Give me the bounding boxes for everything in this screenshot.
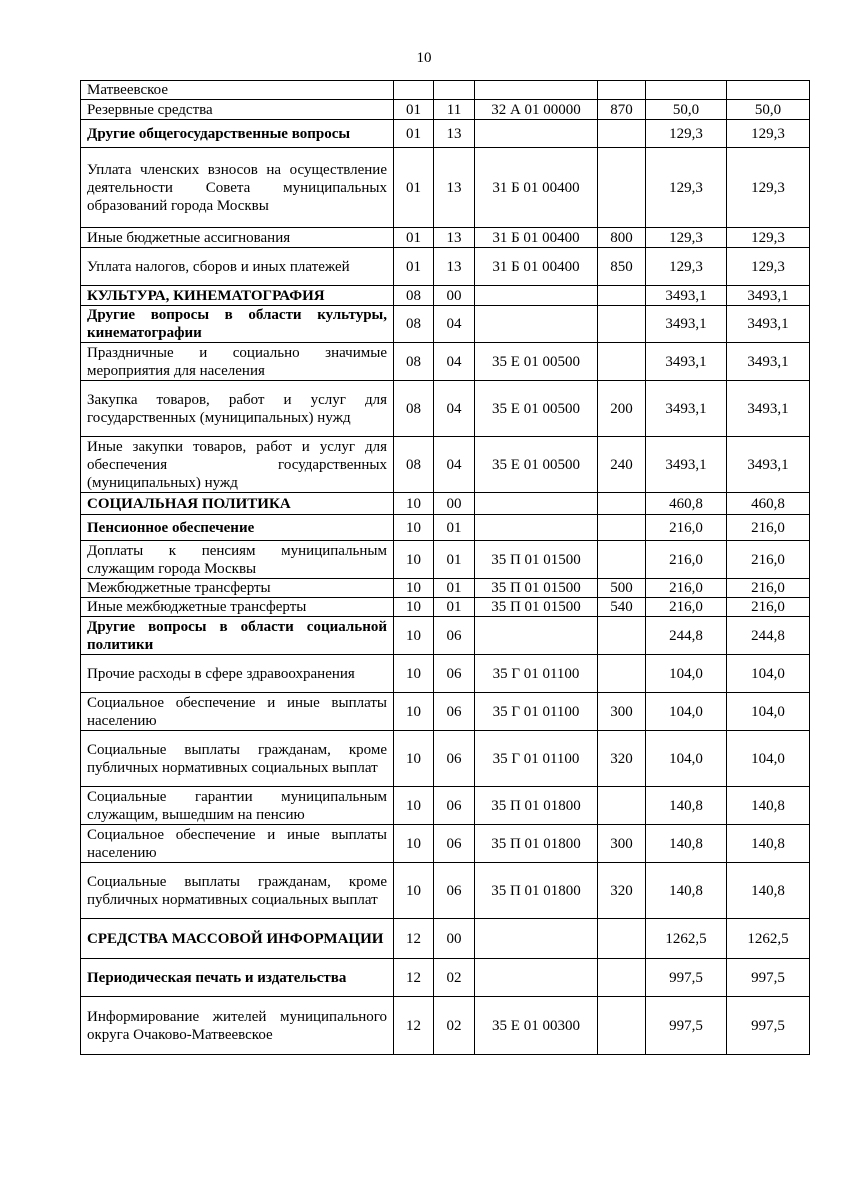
row-name: Закупка товаров, работ и услуг для государственных (муниципальных) нужд	[81, 381, 394, 437]
target-article-code	[475, 617, 598, 655]
subsection-code: 01	[434, 579, 475, 598]
table-row	[81, 919, 810, 959]
amount-year-1: 104,0	[646, 731, 727, 787]
amount-year-2: 216,0	[727, 541, 810, 579]
section-code: 01	[394, 100, 434, 120]
amount-year-2: 216,0	[727, 515, 810, 541]
amount-year-1: 129,3	[646, 248, 727, 286]
target-article-code: 35 Г 01 01100	[475, 655, 598, 693]
amount-year-2: 3493,1	[727, 306, 810, 343]
subsection-code: 11	[434, 100, 475, 120]
amount-year-1: 1262,5	[646, 919, 727, 959]
amount-year-1: 129,3	[646, 148, 727, 228]
subsection-code: 13	[434, 228, 475, 248]
amount-year-1: 216,0	[646, 579, 727, 598]
target-article-code: 35 Е 01 00300	[475, 997, 598, 1055]
amount-year-1: 129,3	[646, 228, 727, 248]
table-row	[81, 228, 810, 248]
amount-year-1: 104,0	[646, 693, 727, 731]
subsection-code: 02	[434, 959, 475, 997]
table-row	[81, 959, 810, 997]
budget-table	[80, 80, 810, 1055]
expense-type-code	[598, 515, 646, 541]
amount-year-1: 50,0	[646, 100, 727, 120]
subsection-code: 04	[434, 343, 475, 381]
target-article-code	[475, 81, 598, 100]
section-code: 10	[394, 493, 434, 515]
section-code	[394, 81, 434, 100]
subsection-code: 00	[434, 286, 475, 306]
table-row	[81, 541, 810, 579]
target-article-code: 35 Е 01 00500	[475, 381, 598, 437]
subsection-code: 06	[434, 787, 475, 825]
subsection-code: 06	[434, 825, 475, 863]
target-article-code: 35 Е 01 00500	[475, 343, 598, 381]
section-code: 01	[394, 120, 434, 148]
amount-year-2	[727, 81, 810, 100]
table-row	[81, 825, 810, 863]
row-name: Резервные средства	[81, 100, 394, 120]
expense-type-code	[598, 343, 646, 381]
target-article-code: 35 П 01 01800	[475, 787, 598, 825]
amount-year-2: 129,3	[727, 248, 810, 286]
expense-type-code	[598, 148, 646, 228]
target-article-code: 31 Б 01 00400	[475, 248, 598, 286]
table-row	[81, 120, 810, 148]
target-article-code: 31 Б 01 00400	[475, 148, 598, 228]
table-row	[81, 286, 810, 306]
expense-type-code	[598, 493, 646, 515]
amount-year-1: 997,5	[646, 959, 727, 997]
row-name: Социальное обеспечение и иные выплаты населению	[81, 825, 394, 863]
amount-year-1: 244,8	[646, 617, 727, 655]
subsection-code	[434, 81, 475, 100]
section-code: 12	[394, 959, 434, 997]
amount-year-1: 140,8	[646, 825, 727, 863]
expense-type-code	[598, 787, 646, 825]
table-row	[81, 437, 810, 493]
amount-year-1: 140,8	[646, 863, 727, 919]
amount-year-1: 216,0	[646, 515, 727, 541]
amount-year-1: 129,3	[646, 120, 727, 148]
target-article-code: 35 П 01 01500	[475, 541, 598, 579]
subsection-code: 13	[434, 248, 475, 286]
expense-type-code: 240	[598, 437, 646, 493]
row-name: Матвеевское	[81, 81, 394, 100]
target-article-code: 32 А 01 00000	[475, 100, 598, 120]
expense-type-code: 540	[598, 598, 646, 617]
row-name: Социальное обеспечение и иные выплаты населению	[81, 693, 394, 731]
table-row	[81, 997, 810, 1055]
table-row	[81, 787, 810, 825]
target-article-code	[475, 919, 598, 959]
table-row	[81, 148, 810, 228]
expense-type-code	[598, 997, 646, 1055]
table-row	[81, 306, 810, 343]
amount-year-1: 997,5	[646, 997, 727, 1055]
amount-year-1: 3493,1	[646, 381, 727, 437]
target-article-code	[475, 493, 598, 515]
amount-year-2: 129,3	[727, 120, 810, 148]
target-article-code: 31 Б 01 00400	[475, 228, 598, 248]
subsection-code: 06	[434, 655, 475, 693]
section-code: 10	[394, 541, 434, 579]
amount-year-2: 3493,1	[727, 437, 810, 493]
expense-type-code	[598, 617, 646, 655]
amount-year-2: 216,0	[727, 579, 810, 598]
amount-year-1: 460,8	[646, 493, 727, 515]
row-name: Уплата налогов, сборов и иных платежей	[81, 248, 394, 286]
section-code: 12	[394, 919, 434, 959]
section-code: 10	[394, 825, 434, 863]
subsection-code: 06	[434, 731, 475, 787]
target-article-code: 35 Г 01 01100	[475, 693, 598, 731]
section-code: 01	[394, 148, 434, 228]
expense-type-code: 320	[598, 863, 646, 919]
section-code: 10	[394, 598, 434, 617]
amount-year-2: 244,8	[727, 617, 810, 655]
amount-year-2: 140,8	[727, 825, 810, 863]
table-row	[81, 731, 810, 787]
page-number: 10	[416, 50, 432, 66]
target-article-code: 35 П 01 01500	[475, 579, 598, 598]
expense-type-code: 870	[598, 100, 646, 120]
section-code: 10	[394, 655, 434, 693]
row-name: Социальные выплаты гражданам, кроме публичных нормативных социальных выплат	[81, 863, 394, 919]
table-row	[81, 515, 810, 541]
row-name: Иные межбюджетные трансферты	[81, 598, 394, 617]
row-name: Социальные выплаты гражданам, кроме публичных нормативных социальных выплат	[81, 731, 394, 787]
amount-year-2: 140,8	[727, 863, 810, 919]
amount-year-1: 140,8	[646, 787, 727, 825]
amount-year-1: 216,0	[646, 541, 727, 579]
subsection-code: 06	[434, 693, 475, 731]
amount-year-1: 3493,1	[646, 306, 727, 343]
section-code: 08	[394, 381, 434, 437]
amount-year-2: 140,8	[727, 787, 810, 825]
amount-year-1: 3493,1	[646, 286, 727, 306]
section-code: 10	[394, 863, 434, 919]
amount-year-2: 3493,1	[727, 381, 810, 437]
row-name: КУЛЬТУРА, КИНЕМАТОГРАФИЯ	[81, 286, 394, 306]
amount-year-1: 3493,1	[646, 343, 727, 381]
row-name: Другие общегосударственные вопросы	[81, 120, 394, 148]
expense-type-code: 850	[598, 248, 646, 286]
section-code: 08	[394, 437, 434, 493]
row-name: Уплата членских взносов на осуществление деятельности Совета муниципальных образований города Москвы	[81, 148, 394, 228]
amount-year-2: 1262,5	[727, 919, 810, 959]
subsection-code: 04	[434, 306, 475, 343]
target-article-code	[475, 286, 598, 306]
subsection-code: 01	[434, 598, 475, 617]
subsection-code: 13	[434, 148, 475, 228]
row-name: Социальные гарантии муниципальным служащим, вышедшим на пенсию	[81, 787, 394, 825]
row-name: Другие вопросы в области культуры, кинематографии	[81, 306, 394, 343]
section-code: 10	[394, 515, 434, 541]
target-article-code	[475, 120, 598, 148]
expense-type-code	[598, 120, 646, 148]
subsection-code: 04	[434, 381, 475, 437]
row-name: Доплаты к пенсиям муниципальным служащим города Москвы	[81, 541, 394, 579]
expense-type-code: 800	[598, 228, 646, 248]
section-code: 08	[394, 286, 434, 306]
subsection-code: 04	[434, 437, 475, 493]
row-name: Иные закупки товаров, работ и услуг для обеспечения государственных (муниципальных) нужд	[81, 437, 394, 493]
amount-year-1	[646, 81, 727, 100]
target-article-code	[475, 515, 598, 541]
row-name: Праздничные и социально значимые мероприятия для населения	[81, 343, 394, 381]
section-code: 10	[394, 617, 434, 655]
expense-type-code: 300	[598, 825, 646, 863]
expense-type-code	[598, 919, 646, 959]
table-row	[81, 81, 810, 100]
table-row	[81, 343, 810, 381]
expense-type-code	[598, 306, 646, 343]
row-name: СОЦИАЛЬНАЯ ПОЛИТИКА	[81, 493, 394, 515]
target-article-code: 35 П 01 01500	[475, 598, 598, 617]
section-code: 10	[394, 731, 434, 787]
table-row	[81, 693, 810, 731]
target-article-code: 35 Е 01 00500	[475, 437, 598, 493]
section-code: 01	[394, 228, 434, 248]
amount-year-2: 129,3	[727, 228, 810, 248]
amount-year-2: 129,3	[727, 148, 810, 228]
amount-year-2: 104,0	[727, 693, 810, 731]
table-row	[81, 493, 810, 515]
target-article-code	[475, 306, 598, 343]
section-code: 08	[394, 343, 434, 381]
subsection-code: 13	[434, 120, 475, 148]
subsection-code: 01	[434, 515, 475, 541]
amount-year-2: 460,8	[727, 493, 810, 515]
table-row	[81, 617, 810, 655]
row-name: Пенсионное обеспечение	[81, 515, 394, 541]
table-row	[81, 598, 810, 617]
subsection-code: 06	[434, 863, 475, 919]
table-row	[81, 655, 810, 693]
table-row	[81, 381, 810, 437]
row-name: Информирование жителей муниципального округа Очаково-Матвеевское	[81, 997, 394, 1055]
row-name: Межбюджетные трансферты	[81, 579, 394, 598]
section-code: 08	[394, 306, 434, 343]
row-name: СРЕДСТВА МАССОВОЙ ИНФОРМАЦИИ	[81, 919, 394, 959]
target-article-code: 35 П 01 01800	[475, 863, 598, 919]
amount-year-2: 104,0	[727, 655, 810, 693]
amount-year-2: 3493,1	[727, 343, 810, 381]
amount-year-2: 997,5	[727, 997, 810, 1055]
amount-year-1: 3493,1	[646, 437, 727, 493]
amount-year-1: 104,0	[646, 655, 727, 693]
amount-year-2: 216,0	[727, 598, 810, 617]
section-code: 12	[394, 997, 434, 1055]
row-name: Другие вопросы в области социальной политики	[81, 617, 394, 655]
target-article-code: 35 Г 01 01100	[475, 731, 598, 787]
amount-year-2: 104,0	[727, 731, 810, 787]
row-name: Прочие расходы в сфере здравоохранения	[81, 655, 394, 693]
row-name: Иные бюджетные ассигнования	[81, 228, 394, 248]
expense-type-code	[598, 286, 646, 306]
amount-year-2: 3493,1	[727, 286, 810, 306]
table-row	[81, 248, 810, 286]
expense-type-code: 200	[598, 381, 646, 437]
expense-type-code: 500	[598, 579, 646, 598]
table-row	[81, 100, 810, 120]
subsection-code: 00	[434, 493, 475, 515]
expense-type-code	[598, 541, 646, 579]
section-code: 10	[394, 693, 434, 731]
amount-year-2: 50,0	[727, 100, 810, 120]
amount-year-1: 216,0	[646, 598, 727, 617]
table-row	[81, 863, 810, 919]
subsection-code: 06	[434, 617, 475, 655]
subsection-code: 02	[434, 997, 475, 1055]
expense-type-code	[598, 81, 646, 100]
expense-type-code	[598, 959, 646, 997]
expense-type-code: 320	[598, 731, 646, 787]
subsection-code: 01	[434, 541, 475, 579]
section-code: 10	[394, 787, 434, 825]
section-code: 10	[394, 579, 434, 598]
table-row	[81, 579, 810, 598]
subsection-code: 00	[434, 919, 475, 959]
target-article-code: 35 П 01 01800	[475, 825, 598, 863]
amount-year-2: 997,5	[727, 959, 810, 997]
expense-type-code	[598, 655, 646, 693]
row-name: Периодическая печать и издательства	[81, 959, 394, 997]
section-code: 01	[394, 248, 434, 286]
target-article-code	[475, 959, 598, 997]
expense-type-code: 300	[598, 693, 646, 731]
